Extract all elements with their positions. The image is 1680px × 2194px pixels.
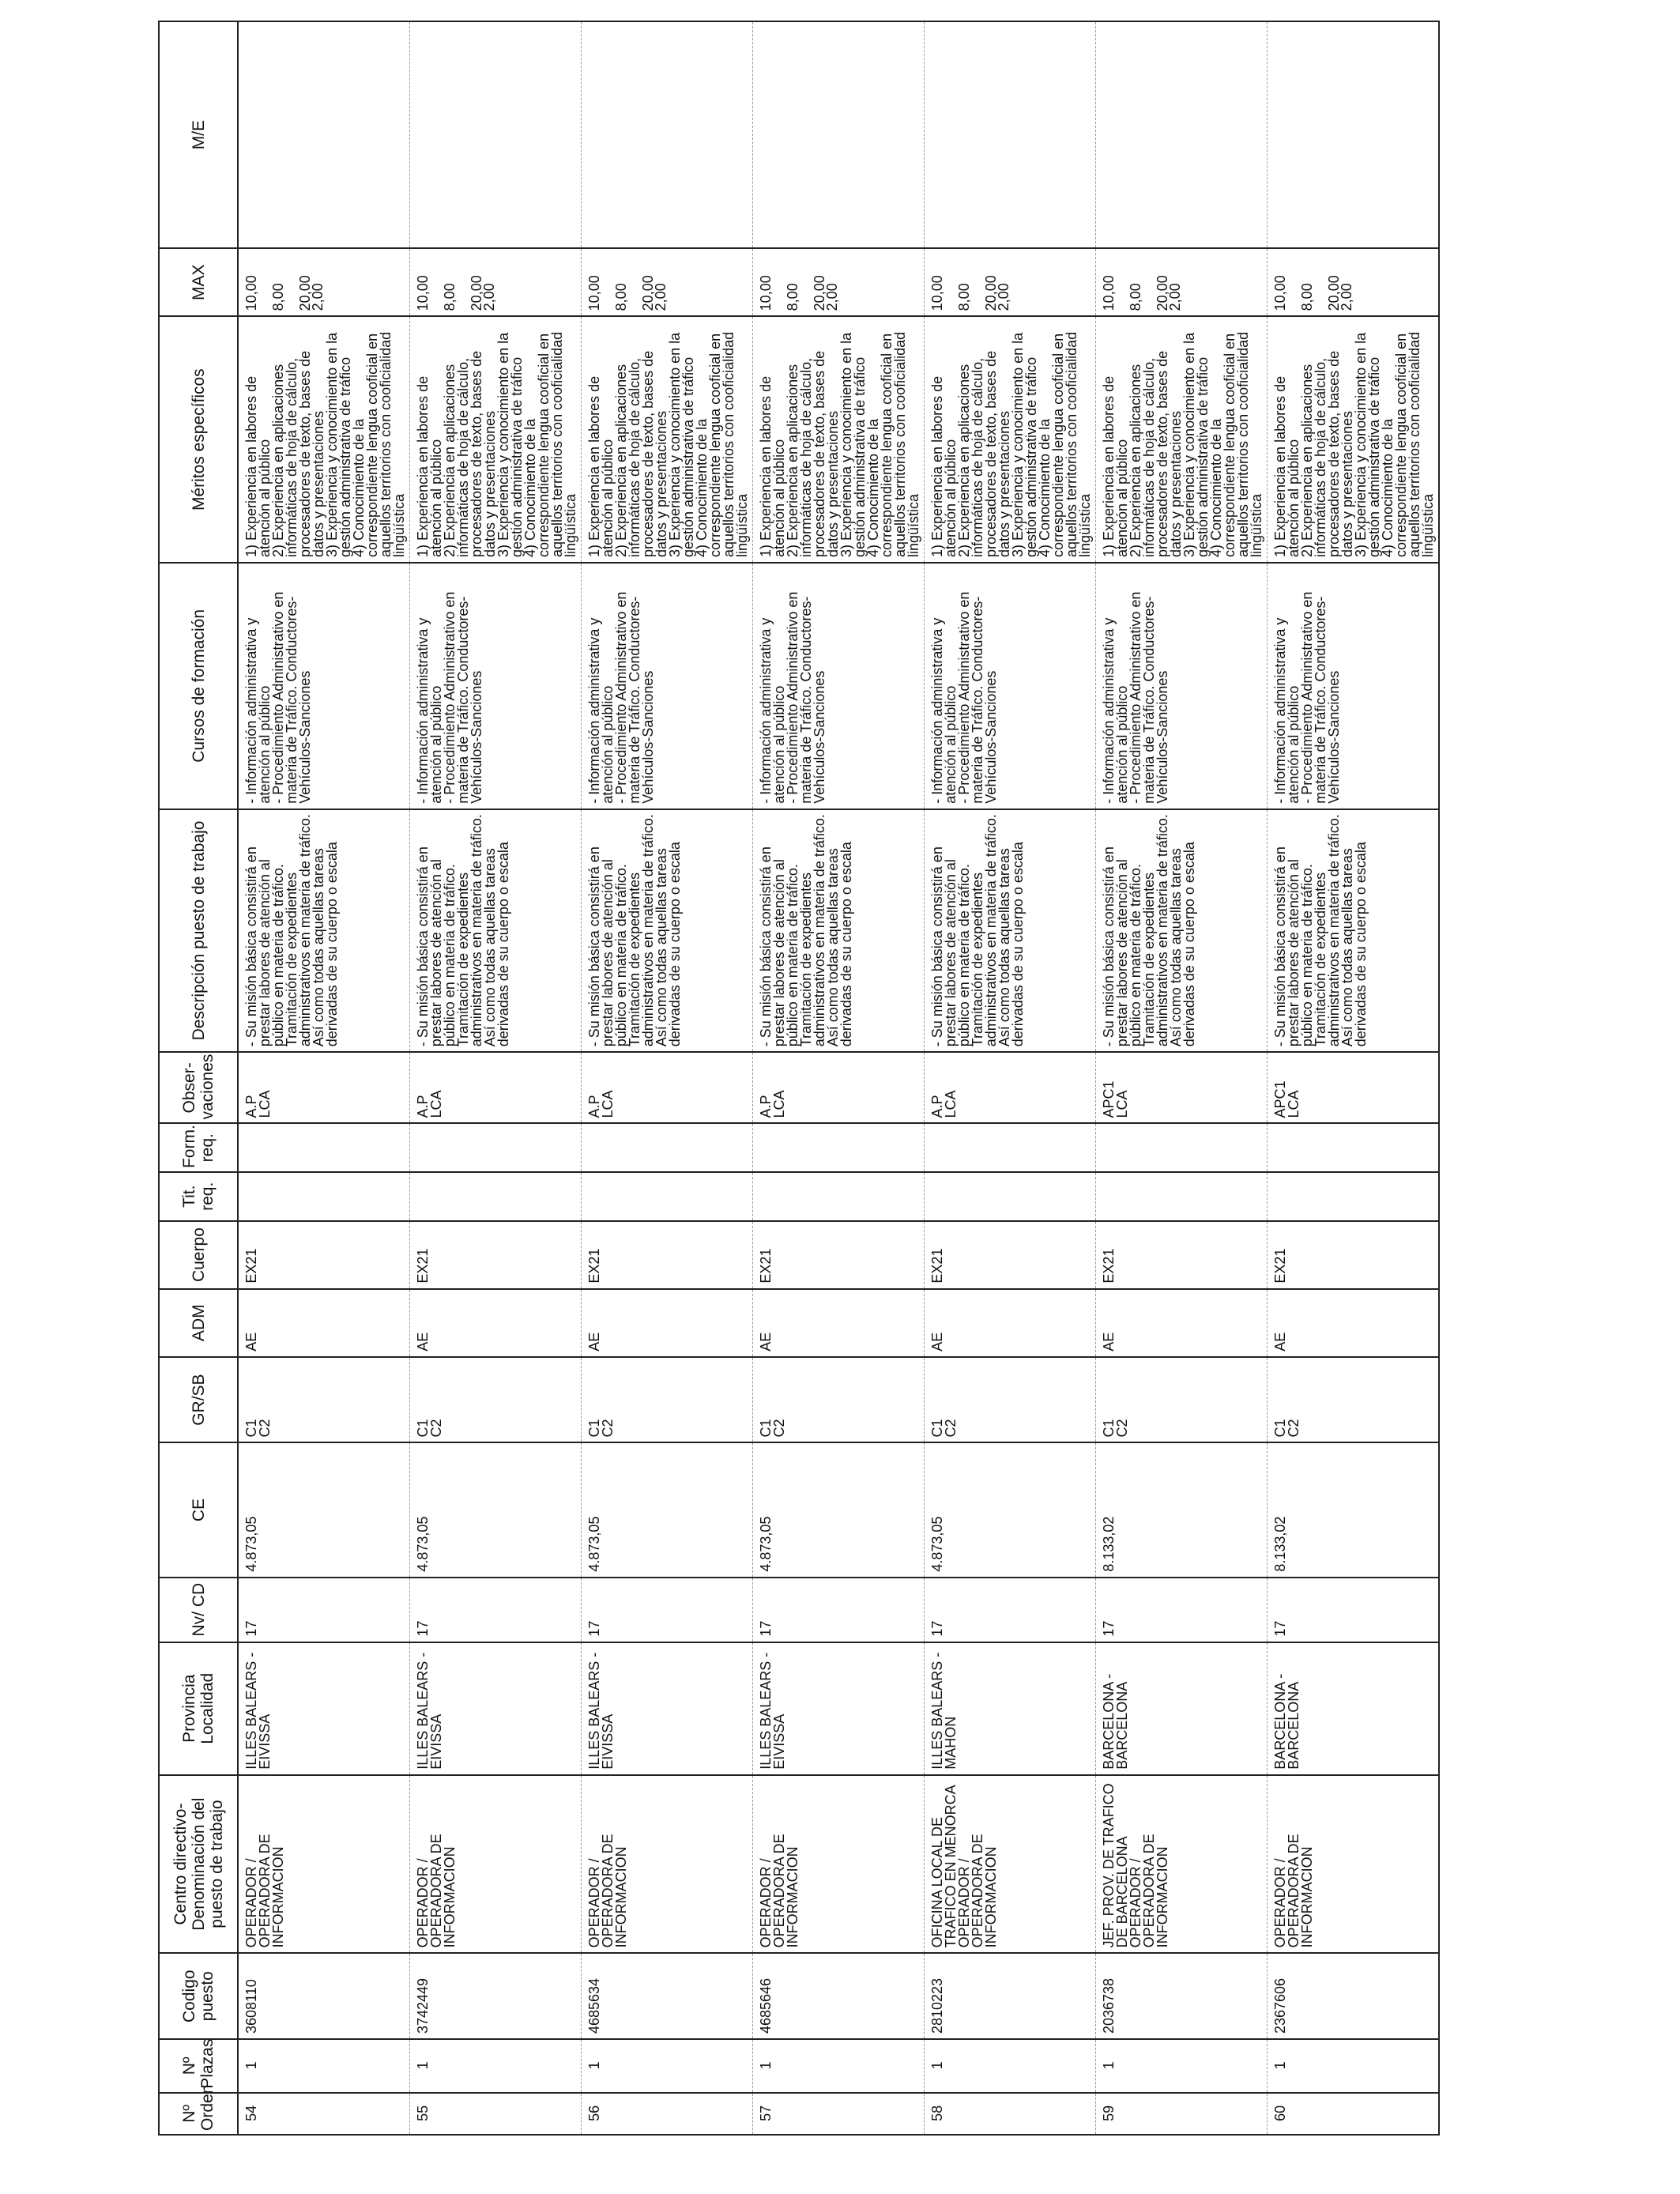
- obs-cell: A.P LCA: [753, 1052, 925, 1123]
- denominacion-text: OPERADOR / OPERADORA DE INFORMACION: [1272, 1834, 1315, 1948]
- cuerpo-cell: EX21: [925, 1221, 1096, 1289]
- nivel-cell: 17: [925, 1578, 1096, 1642]
- header-plazas: Nº Plazas: [159, 2039, 238, 2093]
- descripcion-cell: - Su misión básica consistirá en prestar labores de atención al público en materia de tráfico. Tramitación de expedientes administrativos en materia de tráfico. Así como todas aquellas tareas derivadas de su cuerpo o escala: [1096, 809, 1268, 1053]
- max-cell: [1096, 248, 1268, 316]
- centro-cell: [925, 1775, 1096, 1954]
- obs-cell: A.P LCA: [410, 1052, 582, 1123]
- max-value: 2,00: [1167, 283, 1183, 311]
- max-value: 2,00: [653, 283, 669, 311]
- plazas-cell: 1: [1096, 2039, 1268, 2093]
- cuerpo-cell: EX21: [410, 1221, 582, 1289]
- max-value: 10,00: [1272, 275, 1288, 311]
- tit-cell: [238, 1172, 410, 1221]
- ce-cell: 4.873,05: [238, 1442, 410, 1577]
- orden-cell: 59: [1096, 2093, 1268, 2135]
- max-value: 20,00: [983, 275, 999, 311]
- centro-cell: [753, 1775, 925, 1954]
- centro-directivo-text: OFICINA LOCAL DE TRAFICO EN MENORCA: [929, 1785, 959, 1948]
- denominacion-text: OPERADOR / OPERADORA DE INFORMACION: [956, 1834, 999, 1948]
- tit-cell: [1096, 1172, 1268, 1221]
- centro-directivo-text: JEF. PROV. DE TRAFICO DE BARCELONA: [1101, 1783, 1130, 1948]
- table-row: [1268, 21, 1440, 2135]
- nivel-cell: 17: [238, 1578, 410, 1642]
- cursos-cell: - Información administrativa y atención al público - Procedimiento Administrativo en materia de Tráfico. Conductores-Vehículos-Sanciones: [410, 563, 582, 809]
- adm-cell: AE: [582, 1289, 753, 1357]
- descripcion-cell: - Su misión básica consistirá en prestar labores de atención al público en materia de tráfico. Tramitación de expedientes administrativos en materia de tráfico. Así como todas aquellas tareas derivadas de su cuerpo o escala: [1268, 809, 1440, 1053]
- obs-cell: APC1 LCA: [1268, 1052, 1440, 1123]
- ce-cell: 4.873,05: [925, 1442, 1096, 1577]
- me-cell: [1096, 21, 1268, 248]
- ce-cell: 4.873,05: [753, 1442, 925, 1577]
- centro-cell: [410, 1775, 582, 1954]
- grsb-cell: C1 C2: [582, 1357, 753, 1443]
- header-centro: Centro directivo-Denominación del puesto de trabajo: [159, 1775, 238, 1954]
- max-value: 2,00: [1339, 283, 1354, 311]
- tit-cell: [410, 1172, 582, 1221]
- max-value: 8,00: [956, 283, 972, 311]
- header-obs: Obser-vaciones: [159, 1052, 238, 1123]
- meritos-cell: 1) Experiencia en labores de atención al público 2) Experiencia en aplicaciones informáticas de hoja de cálculo, procesadores de texto, bases de datos y presentaciones 3) Experiencia y conocimiento en la gestión administrativa de tráfico 4) Conocimiento de la correspondiente lengua cooficial en aquellos territorios con cooficialidad lingüística: [1268, 316, 1440, 563]
- descripcion-cell: - Su misión básica consistirá en prestar labores de atención al público en materia de tráfico. Tramitación de expedientes administrativos en materia de tráfico. Así como todas aquellas tareas derivadas de su cuerpo o escala: [753, 809, 925, 1053]
- table-row: [1096, 21, 1268, 2135]
- provincia-cell: BARCELONA - BARCELONA: [1096, 1642, 1268, 1775]
- grsb-cell: C1 C2: [753, 1357, 925, 1443]
- table-row: [925, 21, 1096, 2135]
- header-cuerpo: Cuerpo: [159, 1221, 238, 1289]
- codigo-cell: 2367606: [1268, 1953, 1440, 2039]
- plazas-cell: 1: [582, 2039, 753, 2093]
- me-cell: [1268, 21, 1440, 248]
- plazas-cell: 1: [238, 2039, 410, 2093]
- max-value: 2,00: [996, 283, 1011, 311]
- provincia-cell: ILLES BALEARS - EIVISSA: [410, 1642, 582, 1775]
- grsb-cell: C1 C2: [410, 1357, 582, 1443]
- max-value: 20,00: [469, 275, 484, 311]
- header-descripcion: Descripción puesto de trabajo: [159, 809, 238, 1053]
- max-value: 8,00: [785, 283, 800, 311]
- cuerpo-cell: EX21: [238, 1221, 410, 1289]
- max-value: 20,00: [1326, 275, 1342, 311]
- meritos-cell: 1) Experiencia en labores de atención al público 2) Experiencia en aplicaciones informáticas de hoja de cálculo, procesadores de texto, bases de datos y presentaciones 3) Experiencia y conocimiento en la gestión administrativa de tráfico 4) Conocimiento de la correspondiente lengua cooficial en aquellos territorios con cooficialidad lingüística: [1096, 316, 1268, 563]
- header-form: Form. req.: [159, 1124, 238, 1173]
- tit-cell: [582, 1172, 753, 1221]
- cursos-cell: - Información administrativa y atención al público - Procedimiento Administrativo en materia de Tráfico. Conductores-Vehículos-Sanciones: [925, 563, 1096, 809]
- nivel-cell: 17: [753, 1578, 925, 1642]
- centro-cell: [1096, 1775, 1268, 1954]
- meritos-cell: 1) Experiencia en labores de atención al público 2) Experiencia en aplicaciones informáticas de hoja de cálculo, procesadores de texto, bases de datos y presentaciones 3) Experiencia y conocimiento en la gestión administrativa de tráfico 4) Conocimiento de la correspondiente lengua cooficial en aquellos territorios con cooficialidad lingüística: [925, 316, 1096, 563]
- max-cell: [410, 248, 582, 316]
- denominacion-text: OPERADOR / OPERADORA DE INFORMACION: [1128, 1834, 1170, 1948]
- me-cell: [925, 21, 1096, 248]
- plazas-cell: 1: [925, 2039, 1096, 2093]
- form-cell: [925, 1124, 1096, 1173]
- form-cell: [1268, 1124, 1440, 1173]
- header-tit: Tit. req.: [159, 1172, 238, 1221]
- form-cell: [582, 1124, 753, 1173]
- provincia-cell: ILLES BALEARS - EIVISSA: [753, 1642, 925, 1775]
- max-value: 10,00: [243, 275, 259, 311]
- denominacion-text: OPERADOR / OPERADORA DE INFORMACION: [758, 1834, 800, 1948]
- header-grsb: GR/SB: [159, 1357, 238, 1443]
- orden-cell: 55: [410, 2093, 582, 2135]
- header-max: MAX: [159, 248, 238, 316]
- nivel-cell: 17: [1096, 1578, 1268, 1642]
- cursos-cell: - Información administrativa y atención al público - Procedimiento Administrativo en materia de Tráfico. Conductores-Vehículos-Sanciones: [1096, 563, 1268, 809]
- grsb-cell: C1 C2: [1268, 1357, 1440, 1443]
- max-cell: [753, 248, 925, 316]
- centro-cell: [582, 1775, 753, 1954]
- plazas-cell: 1: [1268, 2039, 1440, 2093]
- max-value: 8,00: [1128, 283, 1143, 311]
- codigo-cell: 2036738: [1096, 1953, 1268, 2039]
- form-cell: [1096, 1124, 1268, 1173]
- max-cell: [582, 248, 753, 316]
- ce-cell: 8.133,02: [1268, 1442, 1440, 1577]
- cuerpo-cell: EX21: [582, 1221, 753, 1289]
- me-cell: [582, 21, 753, 248]
- provincia-cell: ILLES BALEARS - EIVISSA: [582, 1642, 753, 1775]
- header-provincia: Provincia Localidad: [159, 1642, 238, 1775]
- ce-cell: 8.133,02: [1096, 1442, 1268, 1577]
- max-value: 20,00: [297, 275, 313, 311]
- table-row: [238, 21, 410, 2135]
- meritos-cell: 1) Experiencia en labores de atención al público 2) Experiencia en aplicaciones informáticas de hoja de cálculo, procesadores de texto, bases de datos y presentaciones 3) Experiencia y conocimiento en la gestión administrativa de tráfico 4) Conocimiento de la correspondiente lengua cooficial en aquellos territorios con cooficialidad lingüística: [582, 316, 753, 563]
- header-me: M/E: [159, 21, 238, 248]
- me-cell: [410, 21, 582, 248]
- grsb-cell: C1 C2: [925, 1357, 1096, 1443]
- meritos-cell: 1) Experiencia en labores de atención al público 2) Experiencia en aplicaciones informáticas de hoja de cálculo, procesadores de texto, bases de datos y presentaciones 3) Experiencia y conocimiento en la gestión administrativa de tráfico 4) Conocimiento de la correspondiente lengua cooficial en aquellos territorios con cooficialidad lingüística: [753, 316, 925, 563]
- me-cell: [238, 21, 410, 248]
- cursos-cell: - Información administrativa y atención al público - Procedimiento Administrativo en materia de Tráfico. Conductores-Vehículos-Sanciones: [238, 563, 410, 809]
- cursos-cell: - Información administrativa y atención al público - Procedimiento Administrativo en materia de Tráfico. Conductores-Vehículos-Sanciones: [582, 563, 753, 809]
- header-ce: CE: [159, 1442, 238, 1577]
- nivel-cell: 17: [1268, 1578, 1440, 1642]
- descripcion-cell: - Su misión básica consistirá en prestar labores de atención al público en materia de tráfico. Tramitación de expedientes administrativos en materia de tráfico. Así como todas aquellas tareas derivadas de su cuerpo o escala: [582, 809, 753, 1053]
- obs-cell: A.P LCA: [582, 1052, 753, 1123]
- table-row: [753, 21, 925, 2135]
- nivel-cell: 17: [582, 1578, 753, 1642]
- codigo-cell: 2810223: [925, 1953, 1096, 2039]
- centro-cell: [1268, 1775, 1440, 1954]
- max-cell: [238, 248, 410, 316]
- codigo-cell: 4685646: [753, 1953, 925, 2039]
- max-value: 20,00: [640, 275, 656, 311]
- ce-cell: 4.873,05: [582, 1442, 753, 1577]
- orden-cell: 56: [582, 2093, 753, 2135]
- adm-cell: AE: [410, 1289, 582, 1357]
- adm-cell: AE: [1096, 1289, 1268, 1357]
- form-cell: [753, 1124, 925, 1173]
- form-cell: [238, 1124, 410, 1173]
- header-nivel: Nv/ CD: [159, 1578, 238, 1642]
- max-value: 8,00: [613, 283, 629, 311]
- header-codigo: Codigo puesto: [159, 1953, 238, 2039]
- grsb-cell: C1 C2: [1096, 1357, 1268, 1443]
- cursos-cell: - Información administrativa y atención al público - Procedimiento Administrativo en materia de Tráfico. Conductores-Vehículos-Sanciones: [753, 563, 925, 809]
- max-cell: [925, 248, 1096, 316]
- ce-cell: 4.873,05: [410, 1442, 582, 1577]
- obs-cell: A.P LCA: [238, 1052, 410, 1123]
- me-cell: [753, 21, 925, 248]
- descripcion-cell: - Su misión básica consistirá en prestar labores de atención al público en materia de tráfico. Tramitación de expedientes administrativos en materia de tráfico. Así como todas aquellas tareas derivadas de su cuerpo o escala: [410, 809, 582, 1053]
- adm-cell: AE: [753, 1289, 925, 1357]
- max-value: 2,00: [824, 283, 840, 311]
- provincia-cell: ILLES BALEARS - EIVISSA: [238, 1642, 410, 1775]
- orden-cell: 54: [238, 2093, 410, 2135]
- max-value: 20,00: [812, 275, 827, 311]
- max-value: 10,00: [586, 275, 602, 311]
- denominacion-text: OPERADOR / OPERADORA DE INFORMACION: [586, 1834, 629, 1948]
- table-row: [582, 21, 753, 2135]
- max-value: 10,00: [1101, 275, 1117, 311]
- denominacion-text: OPERADOR / OPERADORA DE INFORMACION: [415, 1834, 458, 1948]
- cuerpo-cell: EX21: [753, 1221, 925, 1289]
- plazas-cell: 1: [410, 2039, 582, 2093]
- header-cursos: Cursos de formación: [159, 563, 238, 809]
- max-value: 10,00: [758, 275, 774, 311]
- denominacion-text: OPERADOR / OPERADORA DE INFORMACION: [243, 1834, 286, 1948]
- plazas-table: [158, 21, 1440, 2136]
- header-meritos: Méritos específicos: [159, 316, 238, 563]
- grsb-cell: C1 C2: [238, 1357, 410, 1443]
- meritos-cell: 1) Experiencia en labores de atención al público 2) Experiencia en aplicaciones informáticas de hoja de cálculo, procesadores de texto, bases de datos y presentaciones 3) Experiencia y conocimiento en la gestión administrativa de tráfico 4) Conocimiento de la correspondiente lengua cooficial en aquellos territorios con cooficialidad lingüística: [238, 316, 410, 563]
- orden-cell: 60: [1268, 2093, 1440, 2135]
- cuerpo-cell: EX21: [1096, 1221, 1268, 1289]
- plazas-cell: 1: [753, 2039, 925, 2093]
- header-adm: ADM: [159, 1289, 238, 1357]
- form-cell: [410, 1124, 582, 1173]
- max-value: 2,00: [481, 283, 497, 311]
- header-orden: Nº Orden: [159, 2093, 238, 2135]
- max-value: 10,00: [929, 275, 945, 311]
- adm-cell: AE: [238, 1289, 410, 1357]
- descripcion-cell: - Su misión básica consistirá en prestar labores de atención al público en materia de tráfico. Tramitación de expedientes administrativos en materia de tráfico. Así como todas aquellas tareas derivadas de su cuerpo o escala: [238, 809, 410, 1053]
- centro-cell: [238, 1775, 410, 1954]
- table-row: [410, 21, 582, 2135]
- meritos-cell: 1) Experiencia en labores de atención al público 2) Experiencia en aplicaciones informáticas de hoja de cálculo, procesadores de texto, bases de datos y presentaciones 3) Experiencia y conocimiento en la gestión administrativa de tráfico 4) Conocimiento de la correspondiente lengua cooficial en aquellos territorios con cooficialidad lingüística: [410, 316, 582, 563]
- max-value: 8,00: [1299, 283, 1315, 311]
- adm-cell: AE: [1268, 1289, 1440, 1357]
- orden-cell: 58: [925, 2093, 1096, 2135]
- adm-cell: AE: [925, 1289, 1096, 1357]
- descripcion-cell: - Su misión básica consistirá en prestar labores de atención al público en materia de tráfico. Tramitación de expedientes administrativos en materia de tráfico. Así como todas aquellas tareas derivadas de su cuerpo o escala: [925, 809, 1096, 1053]
- provincia-cell: BARCELONA - BARCELONA: [1268, 1642, 1440, 1775]
- max-value: 8,00: [270, 283, 286, 311]
- tit-cell: [753, 1172, 925, 1221]
- codigo-cell: 3608110: [238, 1953, 410, 2039]
- orden-cell: 57: [753, 2093, 925, 2135]
- codigo-cell: 4685634: [582, 1953, 753, 2039]
- cursos-cell: - Información administrativa y atención al público - Procedimiento Administrativo en materia de Tráfico. Conductores-Vehículos-Sanciones: [1268, 563, 1440, 809]
- nivel-cell: 17: [410, 1578, 582, 1642]
- obs-cell: A.P LCA: [925, 1052, 1096, 1123]
- codigo-cell: 3742449: [410, 1953, 582, 2039]
- max-value: 8,00: [442, 283, 458, 311]
- header-row: [159, 21, 238, 2135]
- tit-cell: [925, 1172, 1096, 1221]
- max-cell: [1268, 248, 1440, 316]
- provincia-cell: ILLES BALEARS - MAHON: [925, 1642, 1096, 1775]
- obs-cell: APC1 LCA: [1096, 1052, 1268, 1123]
- tit-cell: [1268, 1172, 1440, 1221]
- max-value: 10,00: [415, 275, 431, 311]
- max-value: 2,00: [310, 283, 326, 311]
- cuerpo-cell: EX21: [1268, 1221, 1440, 1289]
- max-value: 20,00: [1155, 275, 1170, 311]
